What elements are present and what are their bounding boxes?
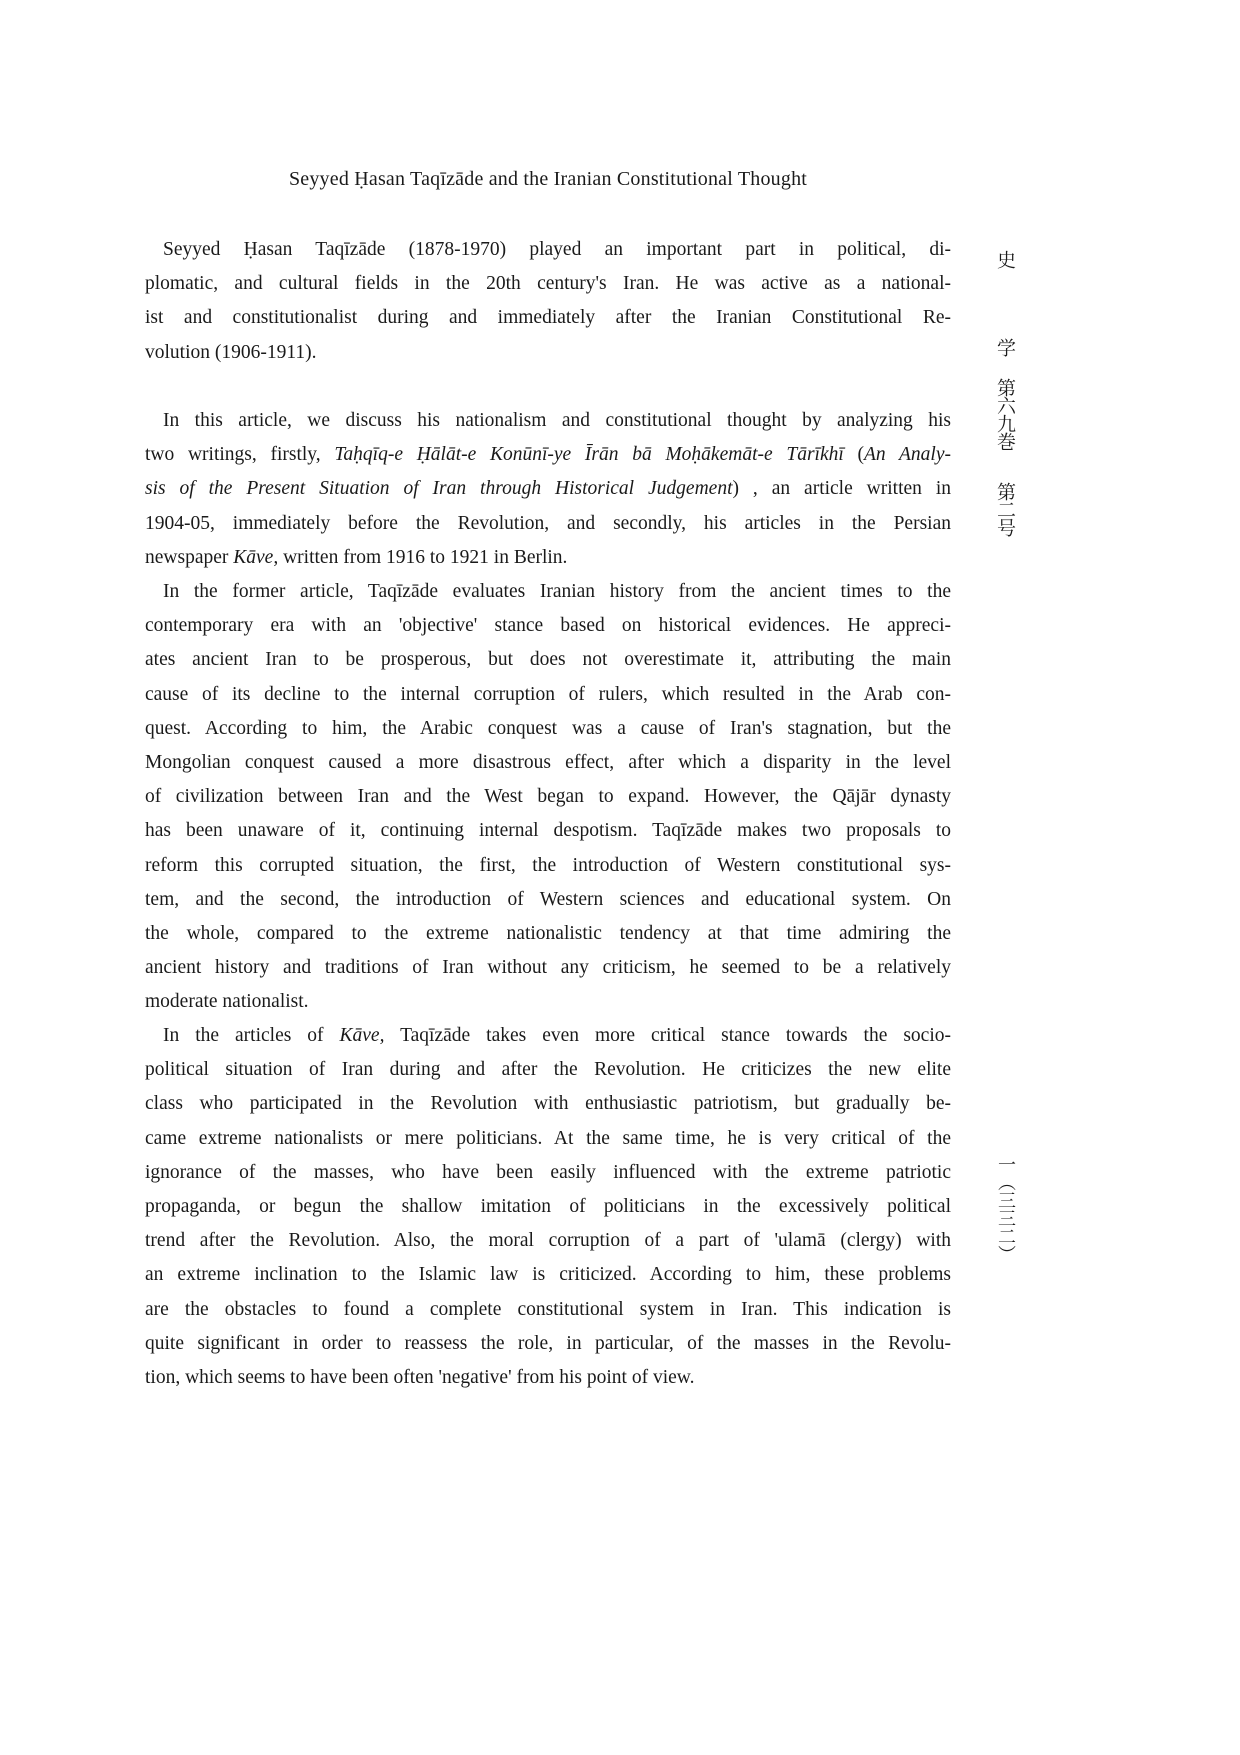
paragraph-1-line [145,306,951,330]
paragraph-3-line [145,990,951,1014]
paragraph-4-line [145,1366,951,1390]
paragraph-2-line [145,443,951,467]
text-run: volution (1906-1911). [145,341,317,363]
paragraph-4-line [145,1161,951,1185]
paragraph-4-line [145,1127,951,1151]
italic-title-text: Kāve, [233,546,279,568]
italic-title-text: sis of the Present Situation of Iran through Historical Judgement [145,478,733,500]
text-run: an extreme inclination to the Islamic law is criticized. According to him, these problems [145,1264,951,1286]
paragraph-4-line [145,1298,951,1322]
text-run: Seyyed Ḥasan Taqīzāde (1878-1970) played an important part in political, di- [163,239,951,260]
text-run: two writings, firstly, [145,444,335,466]
text-run: In the former article, Taqīzāde evaluates Iranian history from the ancient times to the [163,581,951,602]
text-run: quite significant in order to reassess the role, in particular, of the masses in the Revolu- [145,1332,951,1354]
article-title: Seyyed Ḥasan Taqīzāde and the Iranian Constitutional Thought [288,168,808,190]
text-run: ates ancient Iran to be prosperous, but does not overestimate it, attributing the main [145,649,951,671]
text-run: newspaper [145,546,234,568]
text-run: plomatic, and cultural fields in the 20th century's Iran. He was active as a national- [145,273,951,295]
text-run: has been unaware of it, continuing internal despotism. Taqīzāde makes two proposals to [145,820,951,842]
text-run: In this article, we discuss his nationalism and constitutional thought by analyzing his [163,410,951,431]
text-run: propaganda, or begun the shallow imitation of politicians in the excessively political [145,1196,951,1217]
text-run: quest. According to him, the Arabic conquest was a cause of Iran's stagnation, but the [145,717,951,739]
text-run: cause of its decline to the internal corruption of rulers, which resulted in the Arab con- [145,683,951,705]
text-run: contemporary era with an 'objective' stance based on historical evidences. He appreci- [145,615,951,637]
paragraph-3-line [145,785,951,809]
paragraph-3-line [145,956,951,980]
text-run: Taqīzāde takes even more critical stance towards the socio- [384,1025,951,1046]
paragraph-2-line [145,512,951,536]
paragraph-3-line [145,819,951,843]
journal-name-char-2: 学 [994,338,1016,357]
paragraph-3-line [145,854,951,878]
paragraph-1-line [163,238,951,262]
text-run: are the obstacles to found a complete constitutional system in Iran. This indication is [145,1298,951,1320]
italic-title-text: Taḥqīq-e Ḥālāt-e Konūnī-ye Īrān bā Moḥākemāt-e Tārīkhī [334,444,844,466]
text-run: ancient history and traditions of Iran without any criticism, he seemed to be a relatively [145,957,951,979]
text-run: ( [843,444,864,466]
paragraph-4-line [145,1058,951,1082]
paragraph-4-line [145,1229,951,1253]
text-run: moderate nationalist. [145,991,309,1013]
text-run: tem, and the second, the introduction of Western sciences and educational system. On [145,888,951,910]
paragraph-2-line [145,546,951,570]
text-run: reform this corrupted situation, the first, the introduction of Western constitutional sys- [145,854,951,876]
text-run: ist and constitutionalist during and immediately after the Iranian Constitutional Re- [145,307,951,329]
text-run: written from 1916 to 1921 in Berlin. [278,546,568,568]
paragraph-3-line [145,683,951,707]
text-run: class who participated in the Revolution with enthusiastic patriotism, but gradually be- [145,1093,951,1115]
paragraph-4-line [145,1263,951,1287]
paragraph-1-line [145,272,951,296]
issue-label: 第二号 [994,482,1016,536]
paragraph-3-line [145,648,951,672]
italic-title-text: An Analy- [864,444,952,466]
paragraph-3-line [145,751,951,775]
text-run: tion, which seems to have been often 'negative' from his point of view. [145,1367,695,1388]
text-run: ignorance of the masses, who have been easily influenced with the extreme patriotic [145,1161,951,1183]
paragraph-4-line [145,1092,951,1116]
journal-name-char-1: 史 [994,250,1016,269]
paragraph-3-line [145,888,951,912]
text-run: ) , an article written in [732,478,952,500]
text-run: political situation of Iran during and after the Revolution. He criticizes the new elite [145,1059,951,1081]
paragraph-2-line [145,477,951,501]
page-number: 一（三三二） [995,1155,1016,1263]
paragraph-2-line [163,409,951,433]
italic-title-text: Kāve, [339,1025,385,1046]
paragraph-3-line [145,614,951,638]
volume-label: 第六九巻 [994,378,1016,450]
text-run: In the articles of [163,1025,340,1046]
paragraph-3-line [145,922,951,946]
text-run: of civilization between Iran and the West began to expand. However, the Qājār dynasty [145,786,951,808]
text-run: the whole, compared to the extreme nationalistic tendency at that time admiring the [145,923,951,944]
paragraph-1-line [145,341,951,365]
text-run: Mongolian conquest caused a more disastrous effect, after which a disparity in the level [145,752,951,773]
text-run: 1904-05, immediately before the Revolution, and secondly, his articles in the Persian [145,512,951,534]
paragraph-3-line [163,580,951,604]
text-run: came extreme nationalists or mere politicians. At the same time, he is very critical of the [145,1127,951,1149]
text-run: trend after the Revolution. Also, the moral corruption of a part of 'ulamā (clergy) with [145,1230,951,1252]
paragraph-3-line [145,717,951,741]
paragraph-4-line [145,1332,951,1356]
paragraph-4-line [145,1195,951,1219]
paragraph-4-line [163,1024,951,1048]
